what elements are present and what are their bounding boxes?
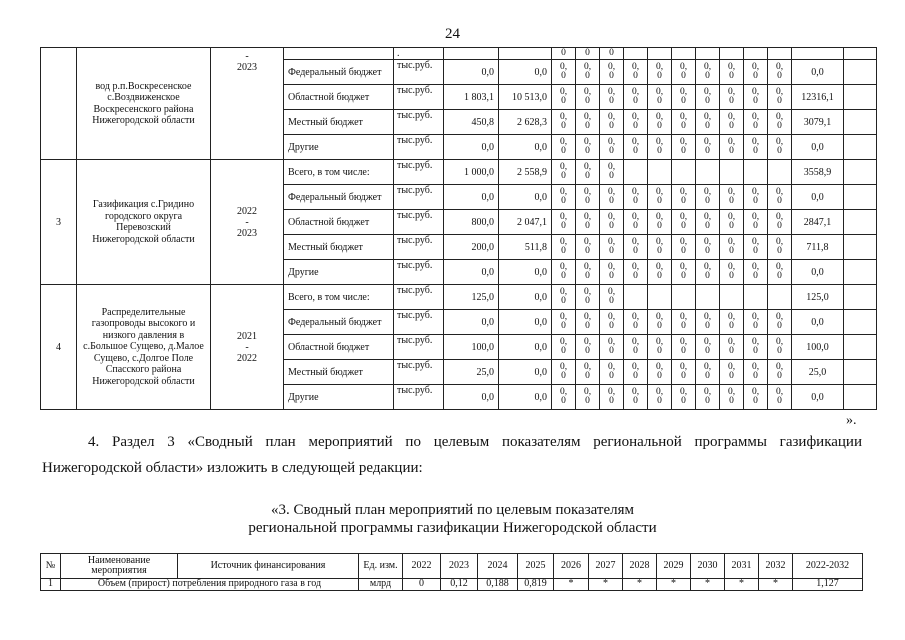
unit-cell: тыс.руб. [394,210,444,235]
zero-cell: 0, 0 [600,210,624,235]
empty-cell [672,285,696,310]
zero-cell: 0, 0 [672,235,696,260]
zero-cell: 0, 0 [552,110,576,135]
zero-cell: 0, 0 [720,135,744,160]
total-cell: 711,8 [792,235,844,260]
column-header: 2023 [441,554,478,579]
source-cell: Федеральный бюджет [284,310,394,335]
zero-cell: 0, 0 [744,310,768,335]
zero-cell: 0, 0 [696,135,720,160]
value-cell: * [691,579,725,591]
extra-cell [844,310,877,335]
indicator-name: Объем (прирост) потребления природного газа в год [61,579,359,591]
unit-cell: тыс.руб. [394,360,444,385]
summary-plan-table [40,553,863,591]
financing-table [40,47,877,410]
zero-cell: 0, 0 [696,60,720,85]
empty-cell [768,285,792,310]
unit-cell: тыс.руб. [394,185,444,210]
empty-cell [768,160,792,185]
zero-cell: 0, 0 [744,210,768,235]
value-cell: * [657,579,691,591]
column-header: 2025 [518,554,554,579]
zero-cell: 0, 0 [696,260,720,285]
extra-cell [844,135,877,160]
page-number: 24 [445,26,460,42]
unit-cell: тыс.руб. [394,135,444,160]
zero-cell: 0, 0 [624,310,648,335]
table-row [41,48,877,60]
zero-cell: 0, 0 [624,85,648,110]
column-header: 2024 [478,554,518,579]
zero-cell: 0, 0 [720,235,744,260]
empty-cell [720,160,744,185]
zero-cell: 0, 0 [672,335,696,360]
zero-cell: 0, 0 [576,335,600,360]
total-cell: 0,0 [792,260,844,285]
value-cell: 100,0 [444,335,499,360]
total-cell: 0,0 [792,185,844,210]
zero-cell: 0, 0 [768,360,792,385]
summary-row [41,579,863,591]
zero-cell: 0, 0 [552,85,576,110]
empty-cell [744,160,768,185]
extra-cell [844,85,877,110]
row-number [41,48,77,160]
empty-cell [744,285,768,310]
zero-cell: 0, 0 [552,60,576,85]
column-header: 2032 [759,554,793,579]
zero-cell: 0, 0 [552,360,576,385]
source-cell: Местный бюджет [284,360,394,385]
zero-cell: 0, 0 [744,110,768,135]
zero-cell: 0, 0 [744,85,768,110]
column-header: 2022-2032 [793,554,863,579]
zero-cell: 0, 0 [648,335,672,360]
zero-cell: 0, 0 [768,260,792,285]
zero-cell: 0, 0 [624,210,648,235]
value-cell: 125,0 [444,285,499,310]
zero-cell: 0, 0 [600,60,624,85]
value-cell: 0,0 [499,360,552,385]
zero-cell: 0, 0 [768,110,792,135]
zero-cell: 0, 0 [720,210,744,235]
zero-cell: 0, 0 [648,210,672,235]
value-cell: 0 [403,579,441,591]
value-cell: 0,0 [444,310,499,335]
value-cell: 0,188 [478,579,518,591]
zero-cell: 0, 0 [624,360,648,385]
empty-cell [648,48,672,60]
zero-cell: 0, 0 [648,260,672,285]
extra-cell [844,48,877,60]
unit-cell: тыс.руб. [394,85,444,110]
zero-cell: 0, 0 [576,360,600,385]
value-cell: * [589,579,623,591]
zero-cell: 0, 0 [768,60,792,85]
column-header: Источник финансирования [178,554,359,579]
zero-cell: 0, 0 [720,310,744,335]
zero-cell: 0, 0 [696,360,720,385]
value-cell: * [759,579,793,591]
value-cell: 0,0 [444,260,499,285]
zero-cell: 0, 0 [720,60,744,85]
zero-cell: 0, 0 [600,310,624,335]
value-cell: 0,0 [499,260,552,285]
value-cell: 2 558,9 [499,160,552,185]
total-cell: 125,0 [792,285,844,310]
value-cell: 0,0 [444,185,499,210]
total-cell: 0,0 [792,135,844,160]
zero-cell: 0, 0 [672,310,696,335]
value-cell: 450,8 [444,110,499,135]
unit-cell: тыс.руб. [394,160,444,185]
empty-cell [624,285,648,310]
value-cell: 10 513,0 [499,85,552,110]
value-cell: 0,0 [499,310,552,335]
value-cell: 1,127 [793,579,863,591]
zero-cell: 0, 0 [744,135,768,160]
source-cell: Областной бюджет [284,335,394,360]
zero-cell: 0, 0 [600,260,624,285]
value-cell: 2 047,1 [499,210,552,235]
value-cell: 0,0 [444,135,499,160]
zero-cell: 0, 0 [768,185,792,210]
zero-cell: 0, 0 [624,235,648,260]
empty-cell [696,48,720,60]
unit-cell: тыс.руб. [394,385,444,410]
zero-cell: 0, 0 [624,385,648,410]
zero-cell: 0, 0 [720,110,744,135]
zero-cell: 0, 0 [624,110,648,135]
total-cell: 0,0 [792,385,844,410]
empty-cell [624,48,648,60]
empty-cell [720,48,744,60]
value-cell: * [725,579,759,591]
zero-cell: 0, 0 [576,285,600,310]
zero-cell: 0, 0 [744,260,768,285]
zero-cell: 0, 0 [672,385,696,410]
value-cell: 1 803,1 [444,85,499,110]
zero-cell: 0, 0 [672,85,696,110]
zero-cell: 0, 0 [768,385,792,410]
row-number: 3 [41,160,77,285]
zero-cell: 0, 0 [624,135,648,160]
zero-cell: 0, 0 [552,135,576,160]
unit-cell: тыс.руб. [394,335,444,360]
extra-cell [844,285,877,310]
total-cell [792,48,844,60]
extra-cell [844,335,877,360]
zero-cell: 0, 0 [600,335,624,360]
empty-cell [648,285,672,310]
zero-cell: 0, 0 [696,185,720,210]
zero-cell: 0, 0 [672,60,696,85]
event-name: Распределительные газопроводы высокого и низкого давления в с.Большое Сущево, д.Малое Сущево, с.Долгое Поле Спасского района Нижегородской области [77,285,211,410]
zero-cell: 0, 0 [672,260,696,285]
zero-cell: 0, 0 [720,260,744,285]
zero-cell: 0, 0 [576,235,600,260]
zero-cell: 0, 0 [648,235,672,260]
total-cell: 3079,1 [792,110,844,135]
zero-cell: 0, 0 [768,85,792,110]
total-cell: 0,0 [792,60,844,85]
zero-cell: 0 [552,48,576,60]
zero-cell: 0, 0 [672,210,696,235]
value-cell [499,48,552,60]
value-cell: 0,0 [444,60,499,85]
extra-cell [844,210,877,235]
total-cell: 2847,1 [792,210,844,235]
value-cell: 0,0 [499,385,552,410]
value-cell: 200,0 [444,235,499,260]
zero-cell: 0, 0 [696,335,720,360]
column-header: 2029 [657,554,691,579]
value-cell: 0,0 [499,285,552,310]
zero-cell: 0, 0 [552,210,576,235]
zero-cell: 0, 0 [600,360,624,385]
zero-cell: 0, 0 [576,185,600,210]
summary-header-row [41,554,863,579]
zero-cell: 0, 0 [648,110,672,135]
column-header: 2031 [725,554,759,579]
section-heading-line2: региональной программы газификации Нижегородской области [248,520,657,536]
column-header: 2022 [403,554,441,579]
zero-cell: 0, 0 [720,185,744,210]
empty-cell [768,48,792,60]
table-row [41,285,877,310]
column-header: 2030 [691,554,725,579]
value-cell: 0,0 [444,385,499,410]
zero-cell: 0, 0 [648,60,672,85]
zero-cell: 0, 0 [576,85,600,110]
zero-cell: 0, 0 [648,310,672,335]
zero-cell: 0, 0 [744,360,768,385]
value-cell: 0,0 [499,60,552,85]
total-cell: 0,0 [792,310,844,335]
zero-cell: 0, 0 [768,310,792,335]
column-header: 2027 [589,554,623,579]
zero-cell: 0, 0 [720,360,744,385]
zero-cell: 0, 0 [672,360,696,385]
unit-cell: тыс.руб. [394,310,444,335]
zero-cell: 0, 0 [552,385,576,410]
unit-cell: . [394,48,444,60]
value-cell: 0,0 [499,335,552,360]
zero-cell: 0, 0 [552,310,576,335]
zero-cell: 0, 0 [648,385,672,410]
column-header: Наименование мероприятия [61,554,178,579]
source-cell: Местный бюджет [284,110,394,135]
zero-cell: 0, 0 [624,335,648,360]
zero-cell: 0, 0 [576,310,600,335]
zero-cell: 0, 0 [576,210,600,235]
zero-cell: 0, 0 [696,85,720,110]
empty-cell [672,160,696,185]
row-number: 4 [41,285,77,410]
unit-cell: тыс.руб. [394,260,444,285]
zero-cell: 0, 0 [552,235,576,260]
value-cell: 0,12 [441,579,478,591]
value-cell: * [554,579,589,591]
source-cell: Федеральный бюджет [284,60,394,85]
unit-cell: тыс.руб. [394,285,444,310]
zero-cell: 0, 0 [648,85,672,110]
zero-cell: 0, 0 [648,185,672,210]
zero-cell: 0, 0 [600,85,624,110]
zero-cell: 0, 0 [696,110,720,135]
zero-cell: 0, 0 [576,135,600,160]
zero-cell: 0, 0 [600,185,624,210]
empty-cell [648,160,672,185]
extra-cell [844,360,877,385]
column-header: 2026 [554,554,589,579]
value-cell: 1 000,0 [444,160,499,185]
zero-cell: 0, 0 [672,135,696,160]
zero-cell: 0, 0 [552,160,576,185]
zero-cell: 0, 0 [720,385,744,410]
zero-cell: 0, 0 [552,285,576,310]
zero-cell: 0, 0 [552,260,576,285]
value-cell: 2 628,3 [499,110,552,135]
source-cell: Другие [284,135,394,160]
empty-cell [696,285,720,310]
zero-cell: 0, 0 [768,335,792,360]
zero-cell: 0, 0 [576,385,600,410]
value-cell: 0,819 [518,579,554,591]
empty-cell [720,285,744,310]
zero-cell: 0, 0 [696,235,720,260]
zero-cell: 0, 0 [600,235,624,260]
source-cell: Областной бюджет [284,85,394,110]
column-header: 2028 [623,554,657,579]
zero-cell: 0, 0 [576,110,600,135]
zero-cell: 0, 0 [720,335,744,360]
closing-quote: ». [846,413,857,428]
zero-cell: 0, 0 [744,385,768,410]
zero-cell: 0, 0 [744,235,768,260]
zero-cell: 0, 0 [744,335,768,360]
extra-cell [844,185,877,210]
zero-cell: 0, 0 [600,385,624,410]
empty-cell [696,160,720,185]
source-cell: Всего, в том числе: [284,285,394,310]
zero-cell: 0, 0 [672,185,696,210]
unit-cell: тыс.руб. [394,110,444,135]
zero-cell: 0, 0 [576,160,600,185]
value-cell [444,48,499,60]
value-cell: 0,0 [499,185,552,210]
unit-cell: тыс.руб. [394,60,444,85]
zero-cell: 0, 0 [648,135,672,160]
section-paragraph: 4. Раздел 3 «Сводный план мероприятий по целевым показателям региональной программы газификации Нижегородской области» изложить в следующей редакции: [42,434,862,476]
zero-cell: 0, 0 [768,210,792,235]
table-row [41,160,877,185]
event-name: вод р.п.Воскресенское с.Воздвиженское Воскресенского района Нижегородской области [77,48,211,160]
zero-cell: 0, 0 [696,385,720,410]
empty-cell [672,48,696,60]
value-cell: 0,0 [499,135,552,160]
column-header: Ед. изм. [359,554,403,579]
zero-cell: 0, 0 [744,60,768,85]
source-cell: Федеральный бюджет [284,185,394,210]
period-cell: 2022 - 2023 [211,160,284,285]
total-cell: 3558,9 [792,160,844,185]
total-cell: 12316,1 [792,85,844,110]
value-cell: 800,0 [444,210,499,235]
extra-cell [844,110,877,135]
zero-cell: 0 [600,48,624,60]
zero-cell: 0, 0 [576,60,600,85]
source-cell: Всего, в том числе: [284,160,394,185]
zero-cell: 0, 0 [600,110,624,135]
zero-cell: 0, 0 [600,285,624,310]
value-cell: * [623,579,657,591]
zero-cell: 0, 0 [672,110,696,135]
zero-cell: 0, 0 [696,310,720,335]
extra-cell [844,235,877,260]
value-cell: 25,0 [444,360,499,385]
source-cell: Другие [284,385,394,410]
zero-cell: 0, 0 [552,335,576,360]
extra-cell [844,60,877,85]
zero-cell: 0, 0 [600,160,624,185]
source-cell: Областной бюджет [284,210,394,235]
extra-cell [844,385,877,410]
source-cell: Другие [284,260,394,285]
column-header: № [41,554,61,579]
unit-cell: тыс.руб. [394,235,444,260]
event-name: Газификация с.Гридино городского округа Перевозский Нижегородской области [77,160,211,285]
source-cell: Местный бюджет [284,235,394,260]
total-cell: 100,0 [792,335,844,360]
zero-cell: 0, 0 [624,185,648,210]
zero-cell: 0, 0 [576,260,600,285]
zero-cell: 0, 0 [552,185,576,210]
zero-cell: 0, 0 [624,60,648,85]
zero-cell: 0, 0 [648,360,672,385]
zero-cell: 0, 0 [696,210,720,235]
extra-cell [844,160,877,185]
empty-cell [744,48,768,60]
source-cell [284,48,394,60]
zero-cell: 0, 0 [600,135,624,160]
extra-cell [844,260,877,285]
unit-cell: млрд [359,579,403,591]
value-cell: 511,8 [499,235,552,260]
row-number: 1 [41,579,61,591]
zero-cell: 0, 0 [624,260,648,285]
zero-cell: 0, 0 [768,135,792,160]
total-cell: 25,0 [792,360,844,385]
period-cell: 2021 - 2022 [211,285,284,410]
empty-cell [624,160,648,185]
period-cell: - 2023 [211,48,284,160]
zero-cell: 0, 0 [720,85,744,110]
zero-cell: 0, 0 [744,185,768,210]
section-heading-line1: «3. Сводный план мероприятий по целевым показателям [270,502,635,518]
zero-cell: 0 [576,48,600,60]
zero-cell: 0, 0 [768,235,792,260]
